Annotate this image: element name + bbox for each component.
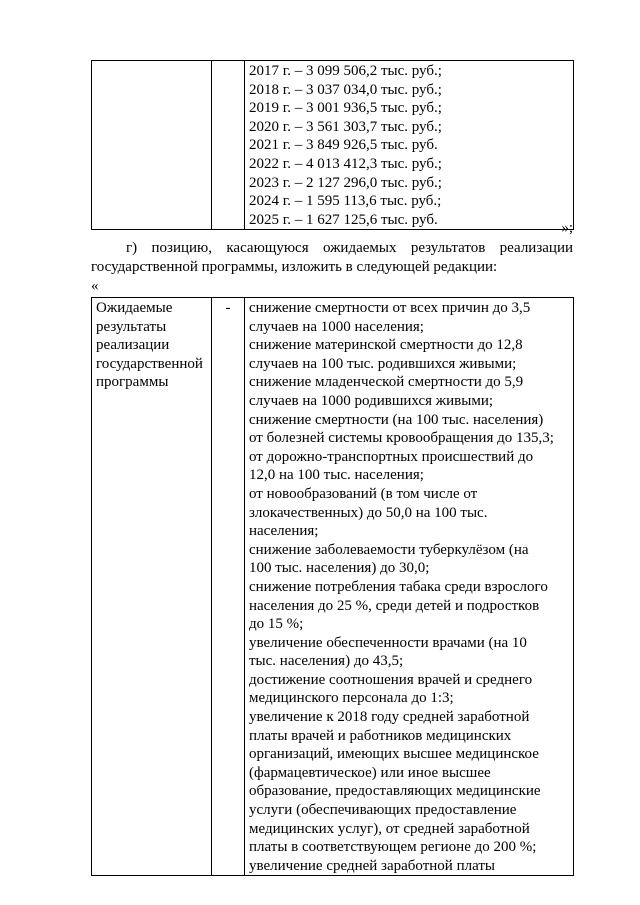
content-line: населения;	[249, 523, 319, 540]
content-line: снижение младенческой смертности до 5,9	[249, 374, 524, 391]
content-line: увеличение к 2018 году средней заработной	[249, 709, 530, 726]
content-line: достижение соотношения врачей и среднего	[249, 671, 533, 688]
dash-cell	[212, 298, 245, 876]
funding-line: 2025 г. – 1 627 125,6 тыс. руб.	[249, 211, 438, 228]
funding-line: 2017 г. – 3 099 506,2 тыс. руб.;	[249, 63, 442, 79]
content-line: населения до 25 %, среди детей и подростков	[249, 597, 540, 614]
content-line: (фармацевтическое) или иное высшее	[249, 764, 491, 781]
funding-line: 2020 г. – 3 561 303,7 тыс. руб.;	[249, 118, 442, 135]
funding-line: 2018 г. – 3 037 034,0 тыс. руб.;	[249, 81, 442, 98]
label-line: результаты	[96, 318, 167, 335]
label-line: государственной	[96, 355, 203, 372]
content-line: от новообразований (в том числе от	[249, 485, 478, 502]
funding-line: 2019 г. – 3 001 936,5 тыс. руб.;	[249, 100, 442, 117]
table-row	[92, 61, 574, 230]
paragraph-line: государственной программы, изложить в следующей редакции:	[91, 259, 498, 275]
dash-text: -	[225, 300, 231, 316]
content-line: организаций, имеющих высшее медицинское	[249, 746, 539, 763]
amendment-paragraph	[91, 239, 573, 277]
paragraph-line: г) позицию, касающуюся ожидаемых результатов реализации	[126, 240, 573, 256]
label-cell	[92, 61, 212, 230]
content-line: образование, предоставляющих медицинские	[249, 783, 541, 800]
content-line: злокачественных) до 50,0 на 100 тыс.	[249, 504, 488, 521]
content-line: снижение потребления табака среди взрослого	[249, 578, 548, 595]
results-table	[91, 297, 574, 876]
label-line: Ожидаемые	[96, 300, 173, 316]
funding-line: 2022 г. – 4 013 412,3 тыс. руб.;	[249, 155, 442, 172]
content-line: 12,0 на 100 тыс. населения;	[249, 467, 424, 484]
content-line: от болезней системы кровообращения до 135,3;	[249, 430, 554, 447]
content-line: снижение смертности от всех причин до 3,5	[249, 300, 531, 316]
content-line: услуги (обеспечивающих предоставление	[249, 802, 517, 819]
funding-line: 2024 г. – 1 595 113,6 тыс. руб.;	[249, 193, 442, 210]
content-line: тыс. населения) до 43,5;	[249, 653, 404, 670]
results-label-cell	[92, 298, 212, 876]
content-line: платы врачей и работников медицинских	[249, 727, 512, 744]
content-line: медицинского персонала до 1:3;	[249, 690, 454, 707]
content-line: снижение смертности (на 100 тыс. населения)	[249, 411, 544, 428]
content-line: платы в соответствующем регионе до 200 %;	[249, 839, 537, 856]
content-line: от дорожно-транспортных происшествий до	[249, 448, 534, 465]
content-line: увеличение средней заработной платы	[249, 857, 495, 874]
content-line: 100 тыс. населения) до 30,0;	[249, 560, 430, 577]
funding-line: 2021 г. – 3 849 926,5 тыс. руб.	[249, 137, 438, 154]
funding-cell	[245, 61, 574, 230]
label-line: программы	[96, 374, 169, 391]
funding-table	[91, 60, 574, 230]
content-line: случаев на 1000 родившихся живыми;	[249, 392, 494, 409]
dash-cell	[212, 61, 245, 230]
content-line: до 15 %;	[249, 616, 304, 633]
content-line: увеличение обеспеченности врачами (на 10	[249, 634, 527, 651]
content-line: снижение заболеваемости туберкулёзом (на	[249, 541, 529, 558]
label-line: реализации	[96, 337, 170, 354]
closing-quote-mark: »;	[561, 220, 573, 236]
results-content-cell	[245, 298, 574, 876]
table-row	[92, 298, 574, 876]
content-line: случаев на 100 тыс. родившихся живыми;	[249, 355, 517, 372]
content-line: медицинских услуг), от средней заработной	[249, 820, 530, 837]
content-line: снижение материнской смертности до 12,8	[249, 337, 523, 354]
content-line: случаев на 1000 населения;	[249, 318, 424, 335]
opening-quote-mark: «	[91, 278, 99, 294]
funding-line: 2023 г. – 2 127 296,0 тыс. руб.;	[249, 174, 442, 191]
